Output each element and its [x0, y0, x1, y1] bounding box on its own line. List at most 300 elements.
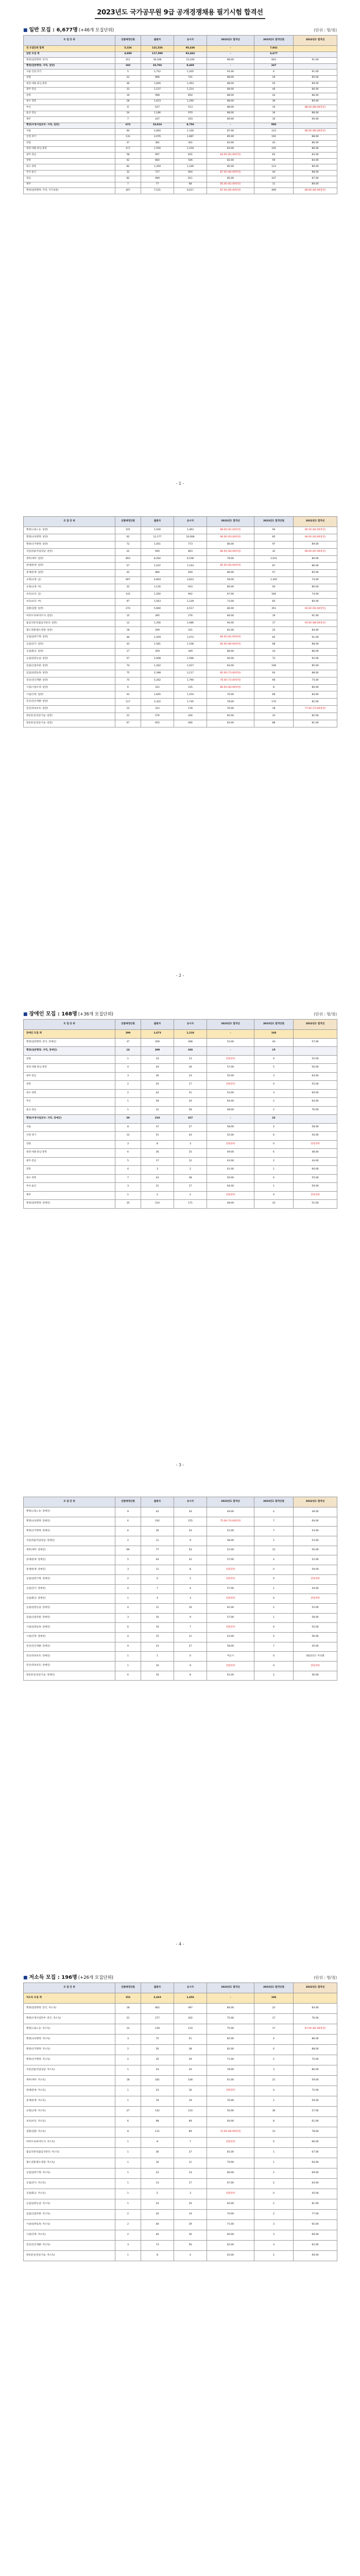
table-cell: 6 [254, 70, 294, 76]
table-cell: 88.00 [294, 111, 337, 117]
table-cell: 192 [115, 63, 141, 70]
table-cell: 0 [254, 1055, 294, 1064]
table-cell: 1,581 [141, 641, 174, 649]
table-cell: 86.00 [294, 141, 337, 147]
table-cell: 전원과락 [207, 1574, 254, 1584]
table-cell: 209 [141, 1047, 174, 1056]
table-row [24, 1507, 337, 1517]
table-cell: 67 [115, 720, 141, 727]
table-row [24, 713, 337, 720]
table-row [24, 2199, 337, 2210]
table-cell: 27 [115, 2107, 141, 2117]
table-cell: 39 [115, 1115, 141, 1124]
table-cell: 999 [141, 176, 174, 182]
table-cell: 426 [174, 713, 207, 720]
table-cell [294, 63, 337, 70]
table-cell: 전원과락 [294, 1140, 337, 1149]
table-cell: 34 [254, 111, 294, 117]
table-row [24, 1072, 337, 1081]
row-label: 광주·전남 [24, 1072, 115, 1081]
table-row [24, 691, 337, 699]
column-header: 모 집 단 위 [24, 1497, 115, 1507]
table-row [24, 1055, 337, 1064]
table-row [24, 2086, 337, 2096]
table-cell: - [207, 1047, 254, 1056]
table-cell: 4 [115, 1166, 141, 1175]
table-row [24, 591, 337, 599]
table-cell: 82.00 [294, 699, 337, 706]
row-label: 전산(정보보호: 일반) [24, 706, 115, 713]
table-row [24, 598, 337, 605]
table-cell: 3 [115, 2241, 141, 2251]
table-row [24, 1200, 337, 1209]
table-cell: 85.00 [207, 164, 254, 171]
column-header: 2023년도 합격인원 [254, 517, 294, 527]
table-cell: 72 [254, 656, 294, 663]
row-label: 행정(고용노동: 일반) [24, 527, 115, 534]
table-cell: 210 [141, 1115, 174, 1124]
row-label: 방송통신(전송기술: 일반) [24, 720, 115, 727]
table-section [23, 516, 337, 727]
row-label: 행정(일반행정: 지역, 국가보훈) [24, 188, 115, 194]
table-cell: 6 [115, 1149, 141, 1158]
table-cell: 16 [174, 2086, 207, 2096]
table-cell: 전원과락 [207, 1055, 254, 1064]
row-label: 전산(정보보호: 장애인) [24, 1662, 115, 1671]
table-cell: 22 [115, 75, 141, 81]
table-cell: 27 [115, 141, 141, 147]
table-cell: 24 [254, 649, 294, 656]
table-cell: 192 [141, 1517, 174, 1527]
table-cell: 86.00 [207, 570, 254, 577]
table-cell: 44 [254, 1038, 294, 1047]
table-cell: 35 [115, 1200, 141, 1209]
table-cell: 38 [174, 1174, 207, 1183]
table-cell: 1 [254, 1166, 294, 1175]
table-cell: 3 [141, 1166, 174, 1175]
column-header: 모 집 단 위 [24, 1020, 115, 1030]
table-cell: 86.00 (85.00양성) [294, 129, 337, 135]
table-cell: 91.00 [294, 613, 337, 620]
table-cell: 19 [254, 613, 294, 620]
row-label: 행정(우정사업본부: 지역, 장애인) [24, 1115, 115, 1124]
row-label: 전북 [24, 93, 115, 99]
table-row [24, 81, 337, 88]
table-cell: 1 [254, 1613, 294, 1623]
row-label: 철도경찰(철도경찰: 저소득) [24, 2158, 115, 2168]
table-cell: 53.00 [294, 1536, 337, 1546]
table-cell: 6 [115, 2117, 141, 2127]
table-cell: 0 [254, 2138, 294, 2148]
table-cell: 24 [141, 2086, 174, 2096]
table-cell: 773 [174, 541, 207, 548]
table-cell: 전원과락 [294, 1594, 337, 1604]
row-label: 보호(보호: 저소득) [24, 2117, 115, 2127]
table-cell: 86.00 [207, 649, 254, 656]
table-cell: 1,845 [141, 691, 174, 699]
column-header: 2023년도 합격선 [207, 517, 254, 527]
table-cell: 7 [115, 117, 141, 123]
table-cell: 82.00 [207, 2035, 254, 2045]
table-row [24, 555, 337, 563]
table-cell: 51 [141, 1132, 174, 1141]
table-cell: 23,249 [174, 58, 207, 64]
table-row [24, 1662, 337, 1671]
table-row [24, 1183, 337, 1192]
table-row [24, 2168, 337, 2179]
table-row [24, 1106, 337, 1115]
table-cell: - [207, 1030, 254, 1039]
table-cell: 18 [115, 2076, 141, 2086]
row-label: 시설(건축: 장애인) [24, 1632, 115, 1642]
table-cell [294, 1030, 337, 1039]
row-label: 행정(일반행정: 지역, 장애인) [24, 1047, 115, 1056]
table-cell: 1 [115, 1652, 141, 1662]
table-cell: 907 [115, 577, 141, 584]
row-label: 부산·울산 [24, 1183, 115, 1192]
table-cell: 80.00 (83.00양성) [207, 684, 254, 691]
table-cell: 19 [174, 2096, 207, 2107]
table-row [24, 670, 337, 677]
row-label: 교정(교정: 여) [24, 584, 115, 591]
table-cell: 68 [174, 182, 207, 188]
table-cell: 64.00 [294, 1098, 337, 1107]
row-label: 방송통신(전송기술: 저소득) [24, 2251, 115, 2261]
table-row [24, 577, 337, 584]
table-cell: 949 [141, 548, 174, 555]
table-row [24, 2004, 337, 2014]
row-label: 시설(일반토목: 장애인) [24, 1623, 115, 1633]
table-cell: 89.00 [294, 81, 337, 88]
table-cell: 84.00 [294, 691, 337, 699]
table-cell: 44 [141, 1064, 174, 1073]
table-cell: 58.00 [294, 1123, 337, 1132]
table-cell: 42 [141, 1089, 174, 1098]
table-cell: 637 [141, 105, 174, 111]
table-cell: 50.00 [294, 1132, 337, 1141]
column-header: 응시자 [174, 1020, 207, 1030]
table-cell: 970 [174, 111, 207, 117]
row-label: 행정(고용노동: 저소득) [24, 2024, 115, 2035]
table-cell: 30 [174, 1064, 207, 1073]
table-cell: 2,008 [141, 656, 174, 663]
table-cell: 85.00 (73.00양성) [207, 670, 254, 677]
row-label: 울산·경남 [24, 111, 115, 117]
table-cell: 2 [115, 2210, 141, 2220]
table-cell: 85.00 (82.00양성) [294, 527, 337, 534]
table-cell: 68 [254, 641, 294, 649]
table-cell: 96.00 (93.00양성) [207, 534, 254, 541]
table-cell: 11 [141, 1565, 174, 1575]
row-label: 임업(산림자원: 일반) [24, 663, 115, 670]
table-cell: 3 [115, 2035, 141, 2045]
table-cell: 30 [141, 1149, 174, 1158]
table-cell: 466 [174, 720, 207, 727]
table-row [24, 2117, 337, 2127]
table-cell: 53.00 [207, 1038, 254, 1047]
table-cell: 1 [115, 2065, 141, 2076]
table-cell: 91.00 [294, 58, 337, 64]
table-cell: 8,756 [174, 123, 207, 129]
table-row [24, 1584, 337, 1594]
row-label: 세무(세무: 장애인) [24, 1546, 115, 1555]
table-cell: 1 [115, 2148, 141, 2158]
table-cell: 8 [141, 1140, 174, 1149]
row-label: 공업(화공: 저소득) [24, 2189, 115, 2199]
row-label: 부산 [24, 105, 115, 111]
table-cell: 76.00 [207, 2096, 254, 2107]
table-cell: 42 [115, 158, 141, 164]
table-cell: 110 [174, 2024, 207, 2035]
table-section [23, 1973, 337, 2261]
row-label: 공업(화공: 장애인) [24, 1594, 115, 1604]
table-row [24, 534, 337, 541]
table-cell: 70.00 [207, 2158, 254, 2168]
table-cell: 55.00 [294, 1055, 337, 1064]
table-cell: 1 [115, 2179, 141, 2189]
table-cell: 88.00 (86.00양성) [294, 105, 337, 111]
table-cell: 48.00 [207, 1200, 254, 1209]
results-table [23, 1982, 337, 2261]
table-cell: 43.00 [207, 1157, 254, 1166]
table-cell: 22 [254, 2004, 294, 2014]
table-cell: 67.00 [207, 2179, 254, 2189]
table-cell: 142 [141, 2107, 174, 2117]
table-cell: 76.00 (73.00양성) [207, 677, 254, 684]
table-cell: 78.00 [207, 2065, 254, 2076]
table-cell: 214 [141, 1200, 174, 1209]
table-cell: 649 [174, 570, 207, 577]
table-cell: 14 [174, 2210, 207, 2220]
table-cell: 12 [254, 2127, 294, 2138]
table-cell: 67.00 [294, 2148, 337, 2158]
table-cell: 78.00 [207, 699, 254, 706]
table-cell: - [207, 63, 254, 70]
section-subtitle: (+36개 모집단위) [78, 1011, 114, 1017]
table-cell: 43 [115, 570, 141, 577]
row-label: 행정(우정사업본부: 지역, 일반) [24, 123, 115, 129]
row-label: 인천·경기 [24, 1132, 115, 1141]
table-row [24, 1565, 337, 1575]
table-cell: 46.00 [294, 1671, 337, 1681]
row-label: 세무(세무: 일반) [24, 555, 115, 563]
table-cell: 88.00 [207, 75, 254, 81]
table-cell: 88.00 [207, 58, 254, 64]
table-cell: 전원과락 [294, 1191, 337, 1200]
table-cell: 33 [254, 713, 294, 720]
column-header: 출원자 [141, 1020, 174, 1030]
table-cell: 148 [174, 2076, 207, 2086]
table-cell: 2 [254, 2055, 294, 2065]
table-cell: 0 [254, 1565, 294, 1575]
table-cell: 1,214 [174, 87, 207, 93]
table-cell: 6 [115, 684, 141, 691]
table-cell: 88.00 (81.00양성) [207, 527, 254, 534]
column-header: 2022년도 합격선 [294, 36, 337, 46]
table-cell: 89.00 [294, 541, 337, 548]
row-label: 마약수사(마약수사: 일반) [24, 613, 115, 620]
table-cell: 77.00 [294, 2210, 337, 2220]
table-cell: 0 [254, 1594, 294, 1604]
column-header: 2023년도 합격선 [207, 1497, 254, 1507]
row-label: 공업(일반기계: 장애인) [24, 1574, 115, 1584]
table-row [24, 1191, 337, 1200]
table-cell: 33 [141, 1642, 174, 1652]
table-row [24, 2024, 337, 2035]
table-cell: 101 [115, 527, 141, 534]
table-cell: 57.00 [294, 1038, 337, 1047]
table-cell: 40 [254, 87, 294, 93]
table-cell: 131 [141, 2127, 174, 2138]
table-cell: 31 [174, 1089, 207, 1098]
row-label: 검찰(검찰: 일반) [24, 605, 115, 613]
table-cell: 전원과락 [207, 1140, 254, 1149]
table-cell: 86.00 [294, 146, 337, 152]
table-row [24, 1536, 337, 1546]
table-cell: 53.00 [294, 1527, 337, 1536]
table-cell: 81.00 [207, 2148, 254, 2158]
table-cell: 75.00 [207, 2024, 254, 2035]
table-cell: 57 [115, 656, 141, 663]
table-cell: 24 [141, 2199, 174, 2210]
table-cell: 6,677 [254, 52, 294, 58]
table-cell: 88.00 [207, 87, 254, 93]
table-cell: 55.00 [294, 1081, 337, 1090]
table-cell: 1 [141, 1652, 174, 1662]
table-cell: 8 [254, 2117, 294, 2127]
column-header: 선발예정인원 [115, 1497, 141, 1507]
table-cell: 546 [174, 158, 207, 164]
table-cell: 2 [115, 1081, 141, 1090]
row-label: 전산(정보보호: 장애인) [24, 1652, 115, 1662]
table-cell: 1 [254, 2148, 294, 2158]
column-header: 출원자 [141, 1497, 174, 1507]
table-cell: 5 [115, 1555, 141, 1565]
table-cell: 85.00 (81.00양성) [207, 182, 254, 188]
table-cell: 86.00 [294, 93, 337, 99]
table-cell: 1,205 [174, 70, 207, 76]
table-cell: 117 [115, 146, 141, 152]
table-cell: 0 [254, 2189, 294, 2199]
table-row [24, 677, 337, 684]
table-cell: 69.00 [294, 1517, 337, 1527]
table-cell: 12 [174, 1157, 207, 1166]
row-label: 경남 [24, 176, 115, 182]
table-cell: 10,816 [141, 123, 174, 129]
table-row [24, 720, 337, 727]
table-cell: 3 [115, 1613, 141, 1623]
table-row [24, 1081, 337, 1090]
column-header: 2023년도 합격선 [207, 1020, 254, 1030]
table-row [24, 164, 337, 171]
row-label: 강원 [24, 1055, 115, 1064]
table-cell: 94 [115, 129, 141, 135]
table-cell: 83.00 [207, 663, 254, 670]
table-cell: 10 [254, 117, 294, 123]
table-cell: 86.00 (83.00양성) [207, 548, 254, 555]
section-heading [23, 26, 337, 35]
table-cell: 11 [174, 2158, 207, 2168]
table-cell: 17 [254, 2014, 294, 2024]
table-cell: 13 [174, 1055, 207, 1064]
table-cell: 72.00 [294, 2086, 337, 2096]
table-cell: 80.00 [294, 598, 337, 605]
row-label: 공업(전기: 일반) [24, 641, 115, 649]
table-cell: 80.00 [207, 584, 254, 591]
table-cell: 81.00 [294, 2199, 337, 2210]
row-label: 전산(전산개발: 저소득) [24, 2241, 115, 2251]
table-cell: 21 [115, 713, 141, 720]
table-cell: 89.00 (87.00양성) [294, 548, 337, 555]
page-number: - 2 - [176, 973, 184, 978]
table-cell: 184 [254, 591, 294, 599]
table-cell: 803 [174, 548, 207, 555]
table-cell: 78.00 [207, 555, 254, 563]
table-cell: 85.00 [207, 176, 254, 182]
row-label: 검찰(검찰: 저소득) [24, 2127, 115, 2138]
table-cell: 88.00 [294, 170, 337, 176]
table-cell: 75 [141, 2035, 174, 2045]
table-cell: 70.00 [207, 2210, 254, 2220]
table-cell: 276 [174, 613, 207, 620]
table-cell: 25 [254, 627, 294, 634]
table-cell: 49.00 [294, 1507, 337, 1517]
table-cell: 4 [254, 2035, 294, 2045]
table-cell: 2 [254, 1098, 294, 1107]
table-cell: 2 [254, 2096, 294, 2107]
table-cell: 3 [254, 2230, 294, 2241]
table-cell: 12 [254, 1546, 294, 1555]
column-header: 모 집 단 위 [24, 517, 115, 527]
table-cell: 전원과락 [207, 1623, 254, 1633]
square-bullet-icon: ■ [23, 1975, 28, 1980]
table-cell: 57.00 [207, 1555, 254, 1565]
row-label: 저소득 모집 계 [24, 1993, 115, 2004]
table-cell: 90.00 [207, 656, 254, 663]
table-row [24, 684, 337, 691]
table-cell: 1 [115, 1594, 141, 1604]
table-cell: 85.00 [294, 570, 337, 577]
table-cell: 30 [141, 1527, 174, 1536]
table-cell: 45.00 [294, 2189, 337, 2199]
table-cell: 0 [254, 1191, 294, 1200]
table-cell: 전원과락 [207, 2189, 254, 2199]
table-cell: 52.00 [294, 1555, 337, 1565]
row-label: 보호(보호: 여) [24, 598, 115, 605]
table-cell: 3 [115, 1183, 141, 1192]
table-cell: 전원과락 [207, 1662, 254, 1671]
table-cell: 69 [174, 2117, 207, 2127]
table-row [24, 1555, 337, 1565]
table-cell: 24 [254, 93, 294, 99]
table-cell: 88 [254, 720, 294, 727]
row-label: 시설(건축: 일반) [24, 691, 115, 699]
table-cell: 36 [254, 2107, 294, 2117]
table-row [24, 75, 337, 81]
table-cell: 59 [254, 158, 294, 164]
table-cell: 80.00 [294, 684, 337, 691]
table-cell: 29 [254, 75, 294, 81]
table-cell: 1,623 [141, 99, 174, 105]
table-cell: 82.00 [207, 2045, 254, 2055]
table-row [24, 1527, 337, 1536]
table-cell: 10,008 [174, 534, 207, 541]
column-header: 응시자 [174, 1497, 207, 1507]
row-label: 관세(관세: 일반) [24, 563, 115, 570]
row-label: 대구·경북 [24, 1174, 115, 1183]
table-cell: 4 [141, 1594, 174, 1604]
table-cell: 49.00 [207, 1149, 254, 1158]
